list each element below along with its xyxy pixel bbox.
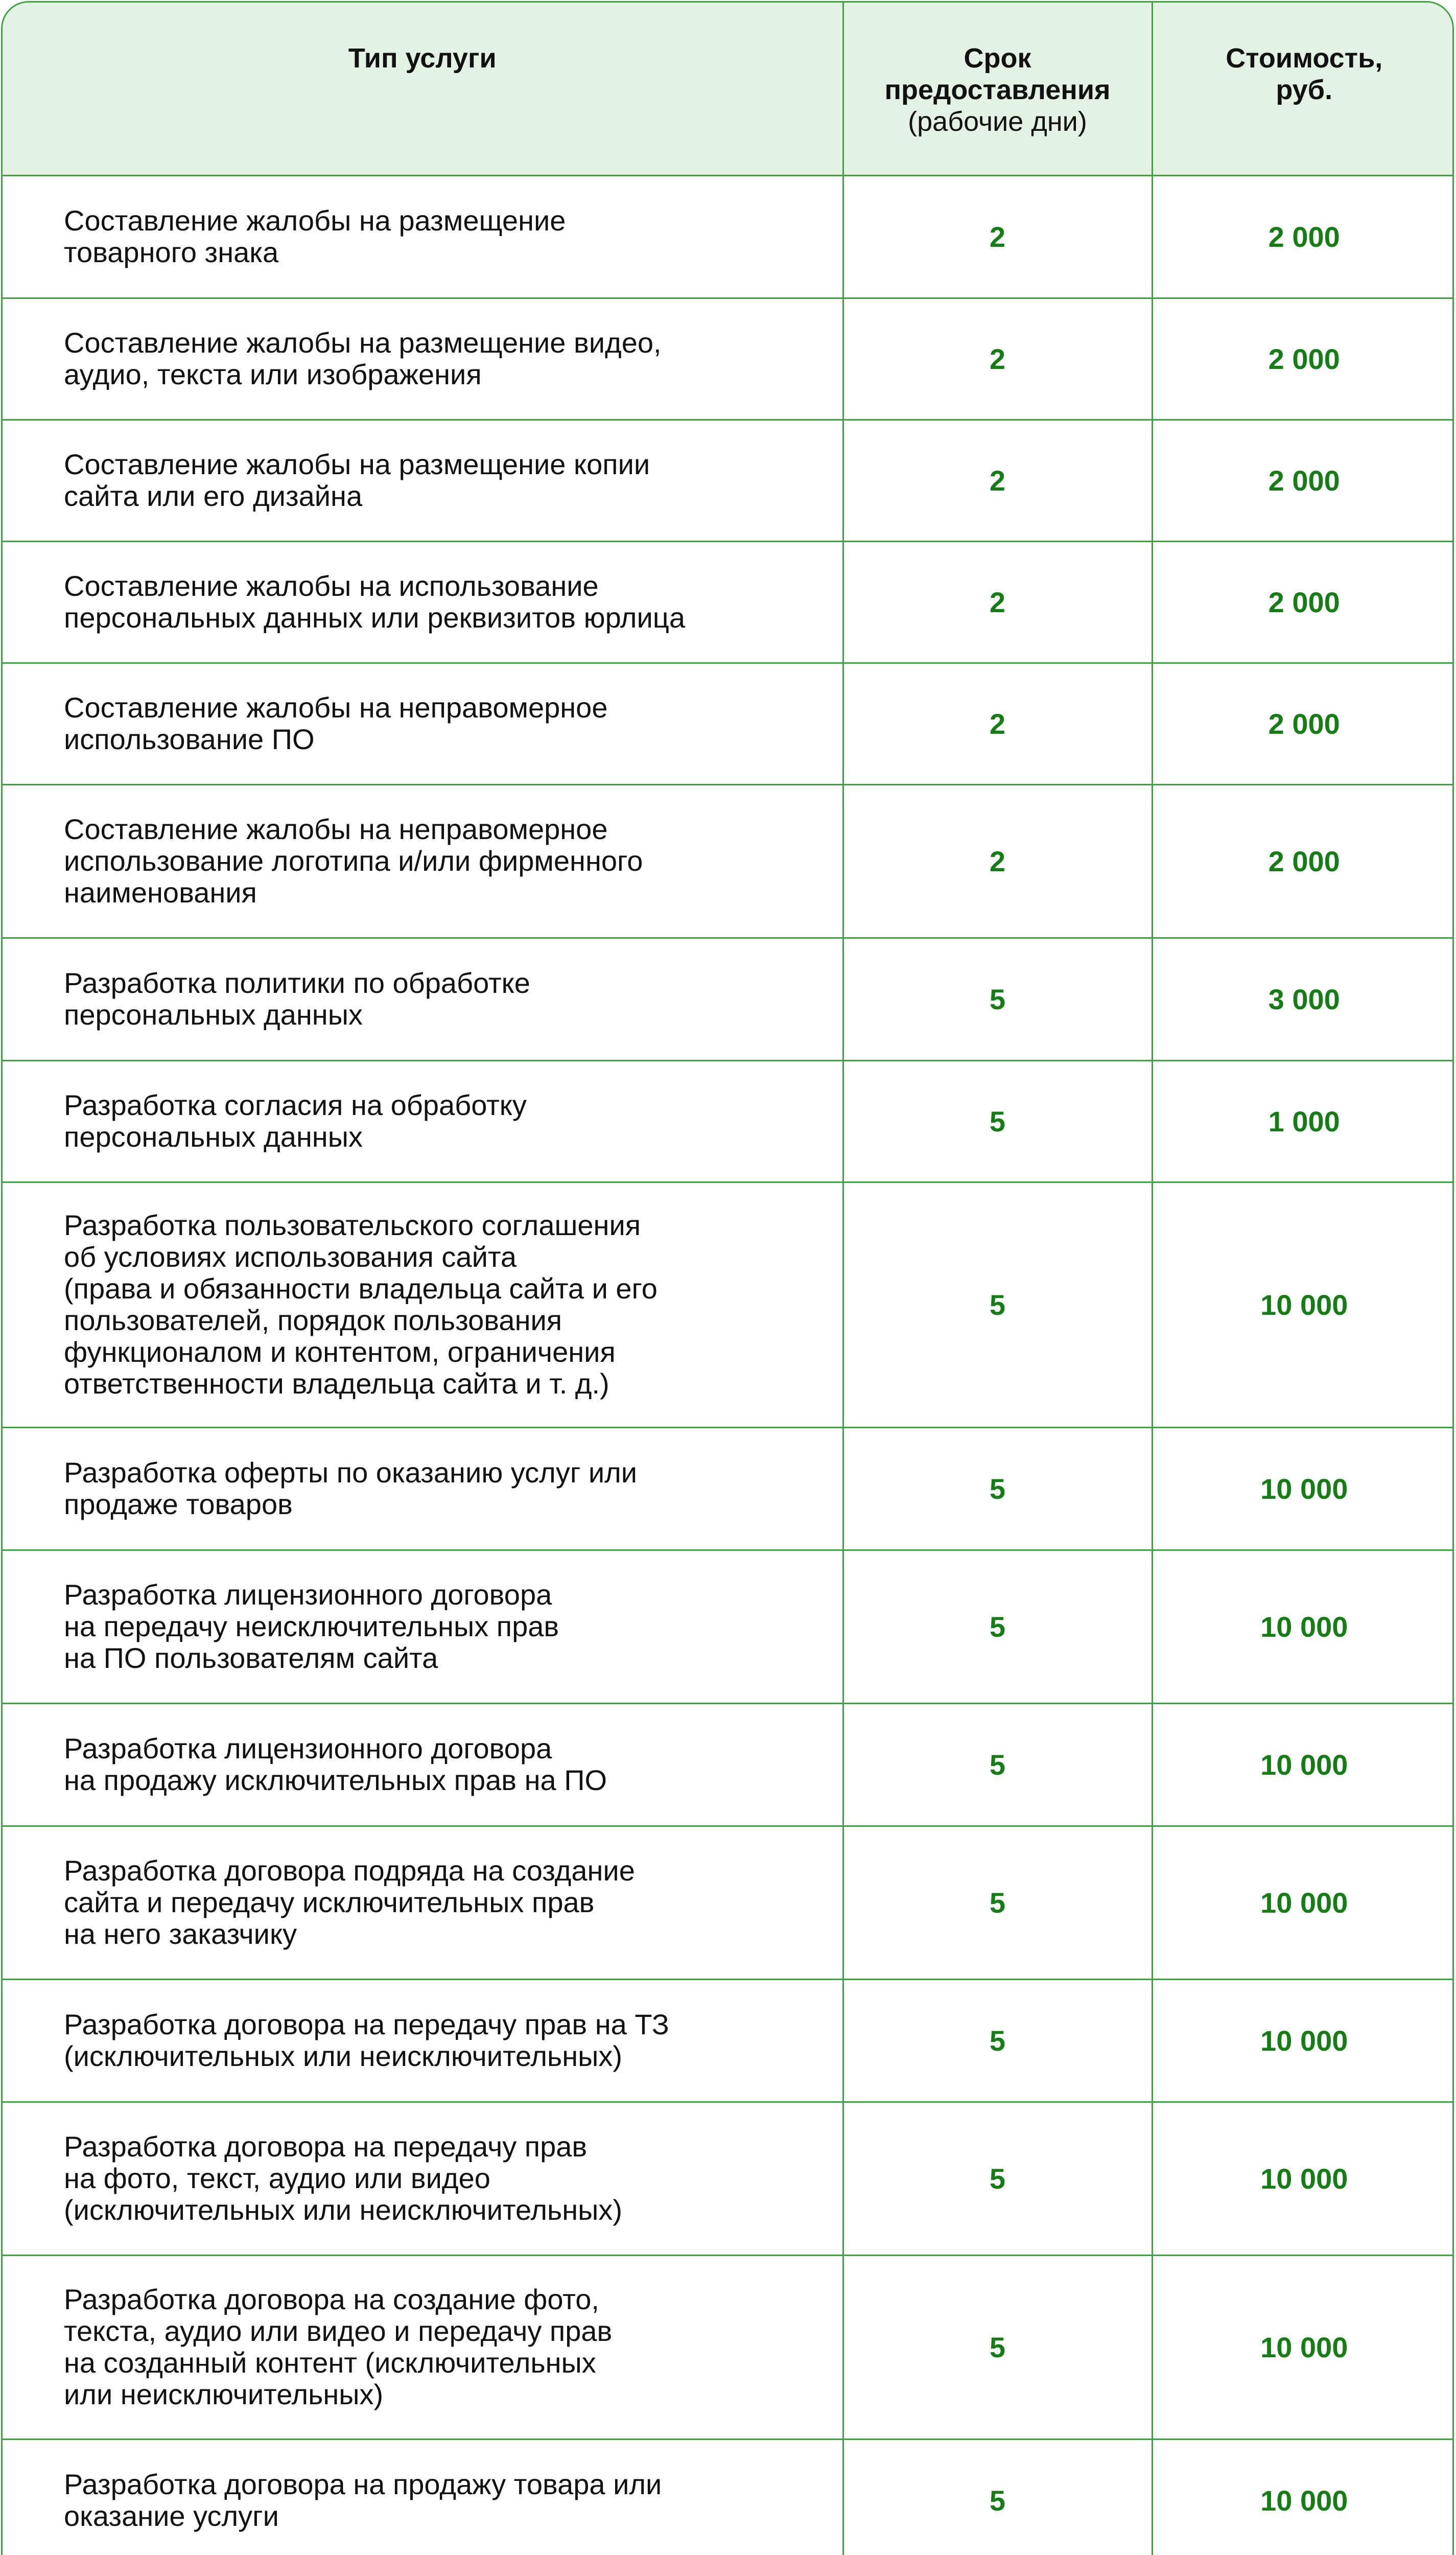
price-cell: 2 000 xyxy=(1152,175,1454,298)
days-cell: 2 xyxy=(843,298,1152,420)
days-cell: 5 xyxy=(843,2439,1152,2555)
service-cell: Разработка согласия на обработку персональных данных xyxy=(3,1060,843,1182)
days-cell: 5 xyxy=(843,1550,1152,1703)
price-cell: 2 000 xyxy=(1152,784,1454,938)
days-cell: 5 xyxy=(843,1979,1152,2102)
service-cell: Составление жалобы на использование персональных данных или реквизитов юрлица xyxy=(3,541,843,663)
days-cell: 5 xyxy=(843,938,1152,1060)
table-row xyxy=(3,420,1454,541)
price-cell: 10 000 xyxy=(1152,1826,1454,1979)
service-cell: Разработка договора на передачу прав на ТЗ (исключительных или неисключительных) xyxy=(3,1979,843,2102)
table-row xyxy=(3,175,1454,298)
table-body xyxy=(3,175,1454,2555)
table-row xyxy=(3,1979,1454,2102)
table-row xyxy=(3,2439,1454,2555)
price-cell: 10 000 xyxy=(1152,2439,1454,2555)
price-cell: 10 000 xyxy=(1152,1979,1454,2102)
service-cell: Разработка договора на продажу товара или оказание услуги xyxy=(3,2439,843,2555)
service-cell: Составление жалобы на неправомерное использование ПО xyxy=(3,663,843,784)
table-row xyxy=(3,1060,1454,1182)
service-cell: Составление жалобы на неправомерное использование логотипа и/или фирменного наименования xyxy=(3,784,843,938)
header-service xyxy=(3,3,843,175)
days-cell: 2 xyxy=(843,663,1152,784)
days-cell: 2 xyxy=(843,420,1152,541)
days-cell: 5 xyxy=(843,1182,1152,1427)
price-cell: 2 000 xyxy=(1152,298,1454,420)
price-cell: 10 000 xyxy=(1152,1703,1454,1826)
days-cell: 5 xyxy=(843,1826,1152,1979)
price-cell: 10 000 xyxy=(1152,1182,1454,1427)
table-row xyxy=(3,298,1454,420)
price-cell: 2 000 xyxy=(1152,663,1454,784)
service-cell: Разработка лицензионного договора на передачу неисключительных прав на ПО пользователям сайта xyxy=(3,1550,843,1703)
price-cell: 2 000 xyxy=(1152,420,1454,541)
days-cell: 5 xyxy=(843,2102,1152,2255)
price-cell: 10 000 xyxy=(1152,1427,1454,1550)
service-cell: Составление жалобы на размещение копии сайта или его дизайна xyxy=(3,420,843,541)
price-cell: 2 000 xyxy=(1152,541,1454,663)
table-row xyxy=(3,1826,1454,1979)
service-cell: Разработка политики по обработке персональных данных xyxy=(3,938,843,1060)
service-cell: Составление жалобы на размещение видео, аудио, текста или изображения xyxy=(3,298,843,420)
days-cell: 5 xyxy=(843,1703,1152,1826)
table-row xyxy=(3,1550,1454,1703)
days-cell: 5 xyxy=(843,2255,1152,2439)
service-cell: Разработка договора подряда на создание сайта и передачу исключительных прав на него заказчику xyxy=(3,1826,843,1979)
price-cell: 10 000 xyxy=(1152,1550,1454,1703)
table-row xyxy=(3,663,1454,784)
days-cell: 2 xyxy=(843,175,1152,298)
header-term-label: Срок предоставления xyxy=(884,43,1111,105)
service-cell: Разработка пользовательского соглашения об условиях использования сайта (права и обязанности владельца сайта и его пользователей, порядок пользования функционалом и контентом, ограничения ответственности владельца сайта и т. д.) xyxy=(3,1182,843,1427)
price-cell: 3 000 xyxy=(1152,938,1454,1060)
days-cell: 5 xyxy=(843,1427,1152,1550)
days-cell: 5 xyxy=(843,1060,1152,1182)
header-term-sublabel: (рабочие дни) xyxy=(908,106,1087,137)
service-cell: Разработка договора на создание фото, текста, аудио или видео и передачу прав на созданный контент (исключительных или неисключительных) xyxy=(3,2255,843,2439)
services-price-table xyxy=(1,1,1454,2555)
header-price xyxy=(1152,3,1454,175)
header-row xyxy=(3,3,1454,175)
header-term xyxy=(843,3,1152,175)
service-cell: Составление жалобы на размещение товарного знака xyxy=(3,175,843,298)
price-cell: 10 000 xyxy=(1152,2102,1454,2255)
header-price-label: Стоимость, руб. xyxy=(1226,43,1383,105)
table-header xyxy=(3,3,1454,175)
table-row xyxy=(3,541,1454,663)
price-cell: 10 000 xyxy=(1152,2255,1454,2439)
service-cell: Разработка договора на передачу прав на фото, текст, аудио или видео (исключительных или неисключительных) xyxy=(3,2102,843,2255)
service-cell: Разработка оферты по оказанию услуг или продаже товаров xyxy=(3,1427,843,1550)
table-row xyxy=(3,938,1454,1060)
days-cell: 2 xyxy=(843,541,1152,663)
table-row xyxy=(3,2102,1454,2255)
price-table xyxy=(3,3,1454,2555)
table-row xyxy=(3,2255,1454,2439)
price-cell: 1 000 xyxy=(1152,1060,1454,1182)
table-row xyxy=(3,1427,1454,1550)
table-row xyxy=(3,1182,1454,1427)
header-service-label: Тип услуги xyxy=(348,43,497,74)
days-cell: 2 xyxy=(843,784,1152,938)
table-row xyxy=(3,784,1454,938)
table-row xyxy=(3,1703,1454,1826)
service-cell: Разработка лицензионного договора на продажу исключительных прав на ПО xyxy=(3,1703,843,1826)
